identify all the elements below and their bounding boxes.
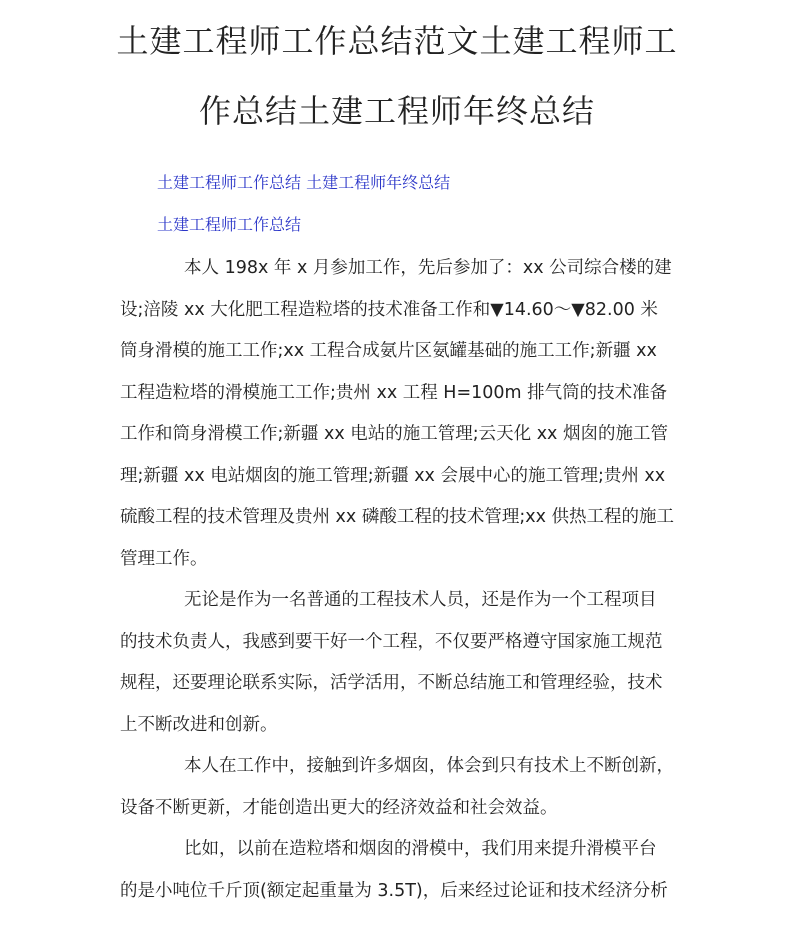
text-line: 硫酸工程的技术管理及贵州 xx 磷酸工程的技术管理;xx 供热工程的施工 (120, 507, 675, 527)
related-links (157, 162, 450, 246)
link-summary-annual[interactable]: 土建工程师工作总结 土建工程师年终总结 (157, 173, 451, 192)
title-line-2: 作总结土建工程师年终总结 (198, 92, 595, 130)
text-line: 本人在工作中，接触到许多烟囱，体会到只有技术上不断创新， (184, 756, 674, 776)
title-line-1: 土建工程师工作总结范文土建工程师工 (116, 22, 678, 60)
text-line: 工程造粒塔的滑模施工工作;贵州 xx 工程 H=100m 排气筒的技术准备 (120, 382, 668, 403)
text-line: 无论是作为一名普通的工程技术人员，还是作为一个工程项目 (184, 590, 657, 610)
text-line: 上不断改进和创新。 (120, 714, 278, 735)
text-line: 管理工作。 (120, 548, 208, 569)
text-line: 工作和筒身滑模工作;新疆 xx 电站的施工管理;云天化 xx 烟囱的施工管 (120, 424, 668, 444)
text-line: 的技术负责人，我感到要干好一个工程，不仅要严格遵守国家施工规范 (120, 631, 663, 652)
text-line: 比如，以前在造粒塔和烟囱的滑模中，我们用来提升滑模平台 (184, 839, 657, 859)
link-summary[interactable]: 土建工程师工作总结 (157, 215, 302, 234)
text-line: 规程，还要理论联系实际，活学活用，不断总结施工和管理经验，技术 (120, 673, 663, 693)
text-line: 筒身滑模的施工工作;xx 工程合成氨片区氨罐基础的施工工作;新疆 xx (120, 341, 657, 361)
text-line: 的是小吨位千斤顶(额定起重量为 3.5T)，后来经过论证和技术经济分析 (120, 880, 668, 901)
document-title (60, 6, 734, 146)
text-line: 设备不断更新，才能创造出更大的经济效益和社会效益。 (120, 797, 558, 818)
text-line: 本人 198x 年 x 月参加工作，先后参加了：xx 公司综合楼的建 (184, 258, 672, 278)
paragraph (120, 248, 680, 580)
paragraph (120, 829, 680, 912)
text-line: 理;新疆 xx 电站烟囱的施工管理;新疆 xx 会展中心的施工管理;贵州 xx (120, 465, 666, 486)
paragraph (120, 746, 680, 829)
document-body (120, 248, 680, 912)
paragraph (120, 580, 680, 746)
text-line: 设;涪陵 xx 大化肥工程造粒塔的技术准备工作和▼14.60～▼82.00 米 (120, 299, 658, 320)
